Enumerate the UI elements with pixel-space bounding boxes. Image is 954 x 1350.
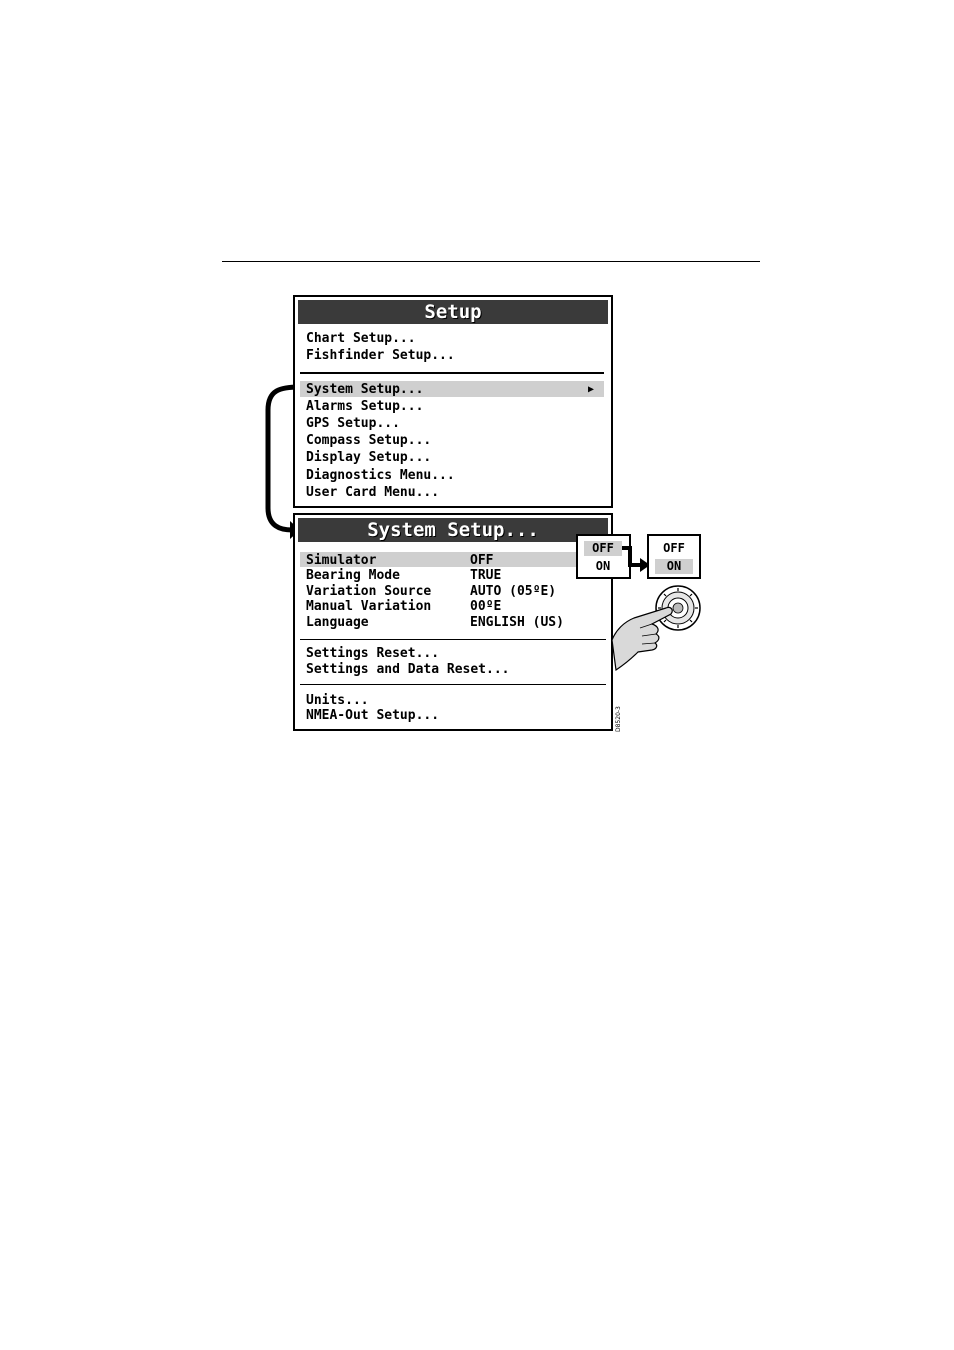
menu-item-compass-setup[interactable]: Compass Setup...: [306, 433, 432, 448]
menu-item-system-setup[interactable]: System Setup...: [306, 382, 424, 397]
setting-label-variation-source[interactable]: Variation Source: [306, 584, 432, 599]
menu-item-display-setup[interactable]: Display Setup...: [306, 450, 432, 465]
popup-option-off[interactable]: OFF: [663, 541, 685, 555]
submenu-arrow-icon: ▶: [588, 384, 595, 395]
menu-item-settings-reset[interactable]: Settings Reset...: [306, 646, 440, 661]
trackpad-press-icon: [608, 582, 708, 674]
menu-item-diagnostics-menu[interactable]: Diagnostics Menu...: [306, 468, 455, 483]
menu-item-chart-setup[interactable]: Chart Setup...: [306, 331, 416, 346]
menu-item-gps-setup[interactable]: GPS Setup...: [306, 416, 400, 431]
menu-item-alarms-setup[interactable]: Alarms Setup...: [306, 399, 424, 414]
reset-divider: [300, 684, 606, 685]
menu-divider: [300, 372, 604, 374]
popup-option-on[interactable]: ON: [655, 559, 693, 574]
menu-item-fishfinder-setup[interactable]: Fishfinder Setup...: [306, 348, 455, 363]
system-setup-title: System Setup...: [298, 518, 608, 542]
simulator-popup-after: [647, 534, 701, 579]
setting-label-manual-variation[interactable]: Manual Variation: [306, 599, 432, 614]
menu-item-settings-data-reset[interactable]: Settings and Data Reset...: [306, 662, 510, 677]
setting-value-bearing-mode[interactable]: TRUE: [470, 568, 502, 583]
setting-label-language[interactable]: Language: [306, 615, 369, 630]
setting-value-variation-source[interactable]: AUTO (05ºE): [470, 584, 557, 599]
setting-label-bearing-mode[interactable]: Bearing Mode: [306, 568, 400, 583]
setting-value-manual-variation[interactable]: 00ºE: [470, 599, 502, 614]
popup-option-on[interactable]: ON: [595, 559, 611, 573]
setting-label-simulator[interactable]: Simulator: [306, 553, 377, 568]
figure-id-label: D8520-3: [615, 706, 622, 732]
hand-pointer-icon: [612, 607, 672, 670]
setting-value-language[interactable]: ENGLISH (US): [470, 615, 564, 630]
settings-divider: [300, 639, 606, 640]
popup-option-off[interactable]: OFF: [584, 541, 622, 556]
system-setup-panel: [293, 513, 613, 731]
menu-item-user-card-menu[interactable]: User Card Menu...: [306, 485, 440, 500]
menu-item-nmea-out-setup[interactable]: NMEA-Out Setup...: [306, 708, 440, 723]
setup-menu-title: Setup: [298, 300, 608, 324]
page-top-rule: [222, 261, 760, 262]
setup-menu-panel: [293, 295, 613, 508]
setting-value-simulator[interactable]: OFF: [470, 553, 494, 568]
menu-item-units[interactable]: Units...: [306, 693, 369, 708]
